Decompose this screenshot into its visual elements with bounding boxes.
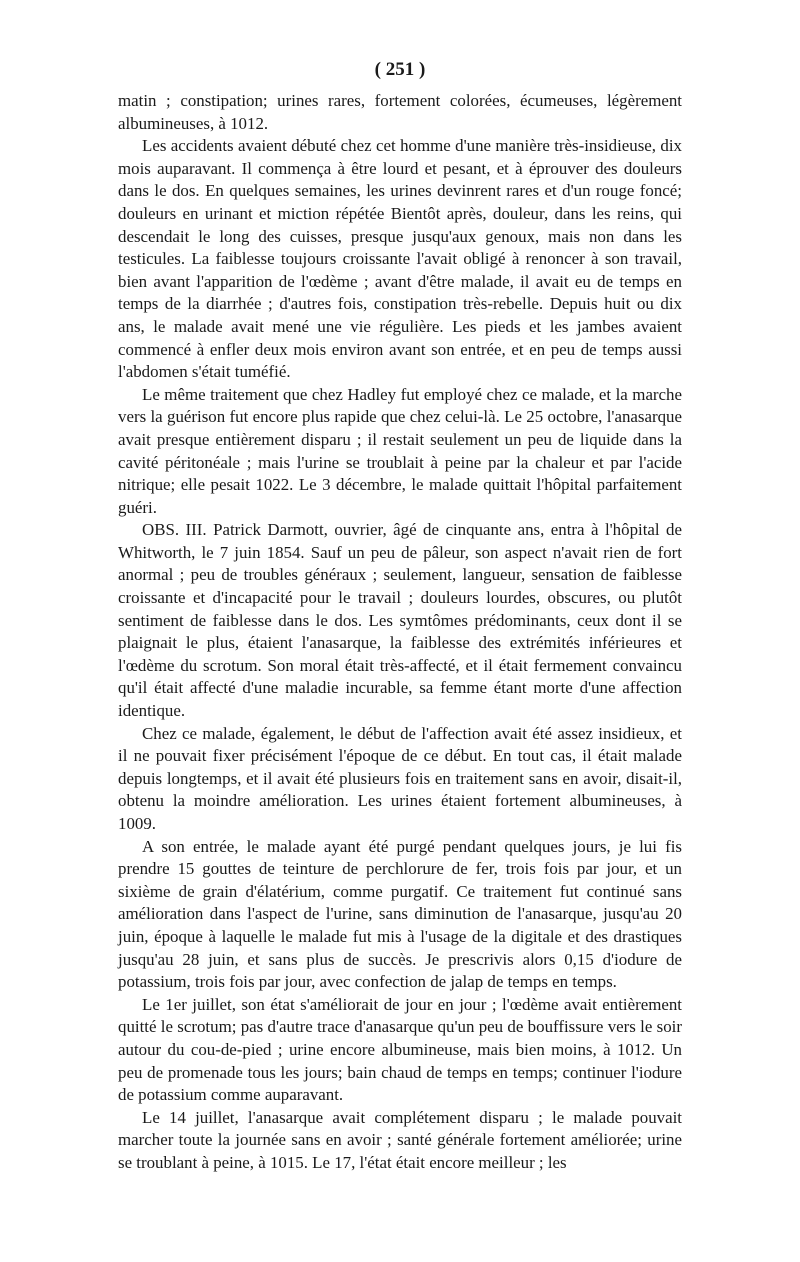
- paragraph-july-1: Le 1er juillet, son état s'améliorait de jour en jour ; l'œdème avait entièrement quitté le scrotum; pas d'autre trace d'anasarque qu'un peu de bouffissure vers le soir autour du cou-de-pied ; urine encore albumineuse, mais bien moins, à 1012. Un peu de promenade tous les jours; bain chaud de temps en temps; continuer l'iodure de potassium comme auparavant.: [118, 994, 682, 1105]
- paragraph-onset: Les accidents avaient débuté chez cet homme d'une manière très-insidieuse, dix mois auparavant. Il commença à être lourd et pesant, et à éprouver des douleurs dans le dos. En quelques semaines, les urines devinrent rares et d'un rouge foncé; douleurs en urinant et miction répétée Bientôt après, douleur, dans les reins, qui descendait le long des cuisses, presque jusqu'aux genoux, mais non dans les testicules. La faiblesse toujours croissante l'avait obligé à renoncer à son travail, bien avant l'apparition de l'œdème ; avant d'être malade, il avait eu de temps en temps de la diarrhée ; d'autres fois, constipation très-rebelle. Depuis huit ou dix ans, le malade avait mené une vie régulière. Les pieds et les jambes avaient commencé à enfler deux mois environ avant son entrée, et en peu de temps aussi l'abdomen s'était tuméfié.: [118, 136, 682, 382]
- paragraph-insidious-onset: Chez ce malade, également, le début de l'affection avait été assez insidieux, et il ne pouvait fixer précisément l'époque de ce début. En tout cas, il était malade depuis longtemps, et il avait été plusieurs fois en traitement sans en avoir, disait-il, obtenu la moindre amélioration. Les urines étaient fortement albumineuses, à 1009.: [118, 723, 682, 833]
- paragraph-continuation: matin ; constipation; urines rares, fortement colorées, écumeuses, légèrement albumineuses, à 1012.: [118, 91, 682, 133]
- page-number: ( 251 ): [374, 59, 426, 80]
- paragraph-treatment: Le même traitement que chez Hadley fut employé chez ce malade, et la marche vers la guérison fut encore plus rapide que chez celui-là. Le 25 octobre, l'anasarque avait presque entièrement disparu ; il restait seulement un peu de liquide dans la cavité péritonéale ; mais l'urine se troublait à peine par la chaleur et par l'acide nitrique; elle pesait 1022. Le 3 décembre, le malade quittait l'hôpital parfaitement guéri.: [118, 384, 682, 517]
- paragraph-observation-3: OBS. III. Patrick Darmott, ouvrier, âgé de cinquante ans, entra à l'hôpital de Whitworth, le 7 juin 1854. Sauf un peu de pâleur, son aspect n'avait rien de fort anormal ; peu de troubles généraux ; seulement, langueur, sensation de faiblesse croissante et d'incapacité pour le travail ; douleurs lourdes, obscures, ou plutôt sentiment de faiblesse dans le dos. Les symtômes prédominants, ceux dont il se plaignait le plus, étaient l'anasarque, la faiblesse des extrémités inférieures et l'œdème du scrotum. Son moral était très-affecté, et il était fermement convaincu qu'il était affecté d'une maladie incurable, sa femme étant morte d'une affection identique.: [118, 520, 682, 721]
- body-text: [118, 90, 682, 1175]
- paragraph-july-14: Le 14 juillet, l'anasarque avait complétement disparu ; le malade pouvait marcher toute la journée sans en avoir ; santé générale fortement améliorée; urine se troublant à peine, à 1015. Le 17, l'état était encore meilleur ; les: [118, 1107, 682, 1172]
- paragraph-admission: A son entrée, le malade ayant été purgé pendant quelques jours, je lui fis prendre 15 gouttes de teinture de perchlorure de fer, trois fois par jour, et un sixième de grain d'élatérium, comme purgatif. Ce traitement fut continué sans amélioration dans l'aspect de l'urine, sans diminution de l'anasarque, jusqu'au 20 juin, époque à laquelle le malade fut mis à l'usage de la digitale et des drastiques jusqu'au 28 juin, et sans plus de succès. Je prescrivis alors 0,15 d'iodure de potassium, trois fois par jour, avec confection de jalap de temps en temps.: [118, 836, 682, 992]
